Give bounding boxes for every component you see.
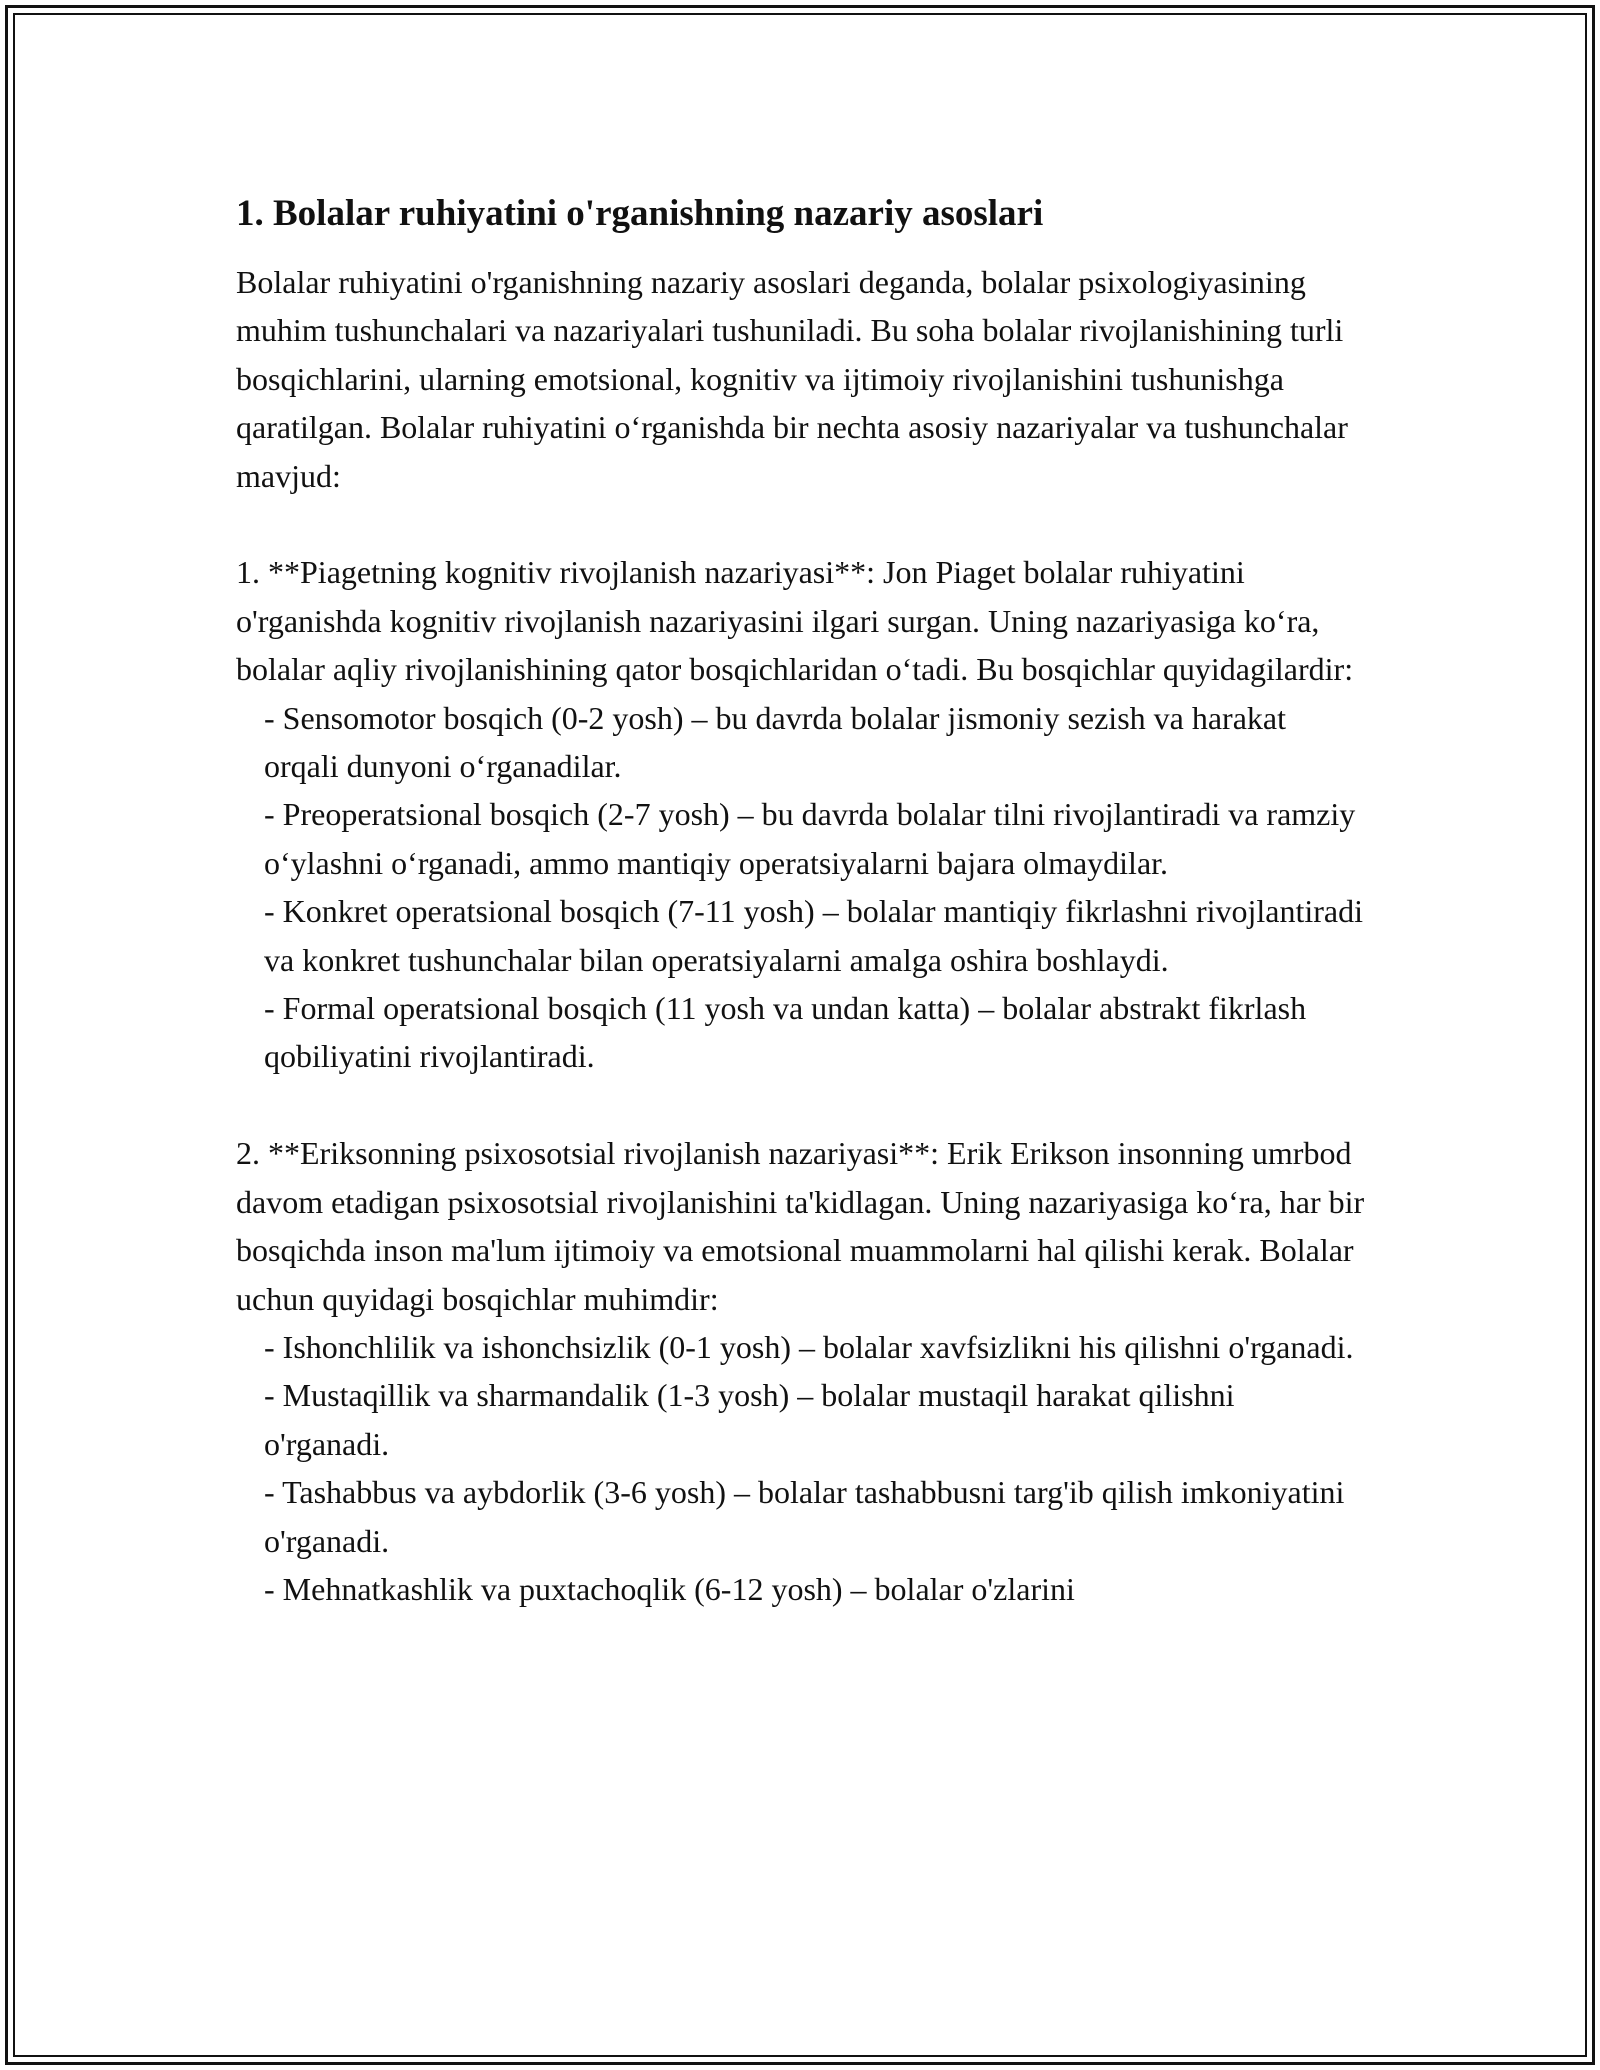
section-piaget (236, 548, 1366, 1080)
page-title: 1. Bolalar ruhiyatini o'rganishning nazariy asoslari (236, 193, 1044, 234)
list-item: - Preoperatsional bosqich (2-7 yosh) – bu davrda bolalar tilni rivojlantiradi va ramziy o‘ylashni o‘rganadi, ammo mantiqiy operatsiyalarni bajara olmaydilar. (264, 796, 1356, 881)
list-item: - Formal operatsional bosqich (11 yosh va undan katta) – bolalar abstrakt fikrlash qobiliyatini rivojlantiradi. (264, 990, 1307, 1075)
list-item: - Mehnatkashlik va puxtachoqlik (6-12 yosh) – bolalar o'zlarini (264, 1570, 1075, 1607)
list-item: - Mustaqillik va sharmandalik (1-3 yosh) – bolalar mustaqil harakat qilishni o'rganadi. (264, 1377, 1235, 1462)
list-item: - Ishonchlilik va ishonchsizlik (0-1 yosh) – bolalar xavfsizlikni his qilishni o'rganadi. (264, 1328, 1354, 1365)
list-item: - Konkret operatsional bosqich (7-11 yosh) – bolalar mantiqiy fikrlashni rivojlantiradi va konkret tushunchalar bilan operatsiyalarni amalga oshira boshlaydi. (264, 893, 1363, 978)
list-item: - Sensomotor bosqich (0-2 yosh) – bu davrda bolalar jismoniy sezish va harakat orqali dunyoni o‘rganadilar. (264, 699, 1286, 785)
paragraph-spacer (236, 500, 1366, 548)
section-erikson (236, 1129, 1366, 1613)
paragraph-spacer (236, 1081, 1366, 1129)
list-item: - Tashabbus va aybdorlik (3-6 yosh) – bolalar tashabbusni targ'ib qilish imkoniyatini o'rganadi. (264, 1474, 1345, 1559)
page-content (236, 188, 1366, 1613)
section-heading: 2. **Eriksonning psixosotsial rivojlanish nazariyasi**: Erik Erikson insonning umrbod davom etadigan psixosotsial rivojlanishini ta'kidlagan. Uning nazariyasiga ko‘ra, har bir bosqichda inson ma'lum ijtimoiy va emotsional muammolarni hal qilishi kerak. Bolalar uchun quyidagi bosqichlar muhimdir: (236, 1135, 1365, 1317)
section-heading: 1. **Piagetning kognitiv rivojlanish nazariyasi**: Jon Piaget bolalar ruhiyatini o'rganishda kognitiv rivojlanish nazariyasini ilgari surgan. Uning nazariyasiga ko‘ra, bolalar aqliy rivojlanishining qator bosqichlaridan o‘tadi. Bu bosqichlar quyidagilardir: (236, 554, 1354, 688)
intro-paragraph: Bolalar ruhiyatini o'rganishning nazariy asoslari deganda, bolalar psixologiyasining muhim tushunchalari va nazariyalari tushuniladi. Bu soha bolalar rivojlanishining turli bosqichlarini, ularning emotsional, kognitiv va ijtimoiy rivojlanishini tushunishga qaratilgan. Bolalar ruhiyatini o‘rganishda bir nechta asosiy nazariyalar va tushunchalar mavjud: (236, 264, 1348, 494)
